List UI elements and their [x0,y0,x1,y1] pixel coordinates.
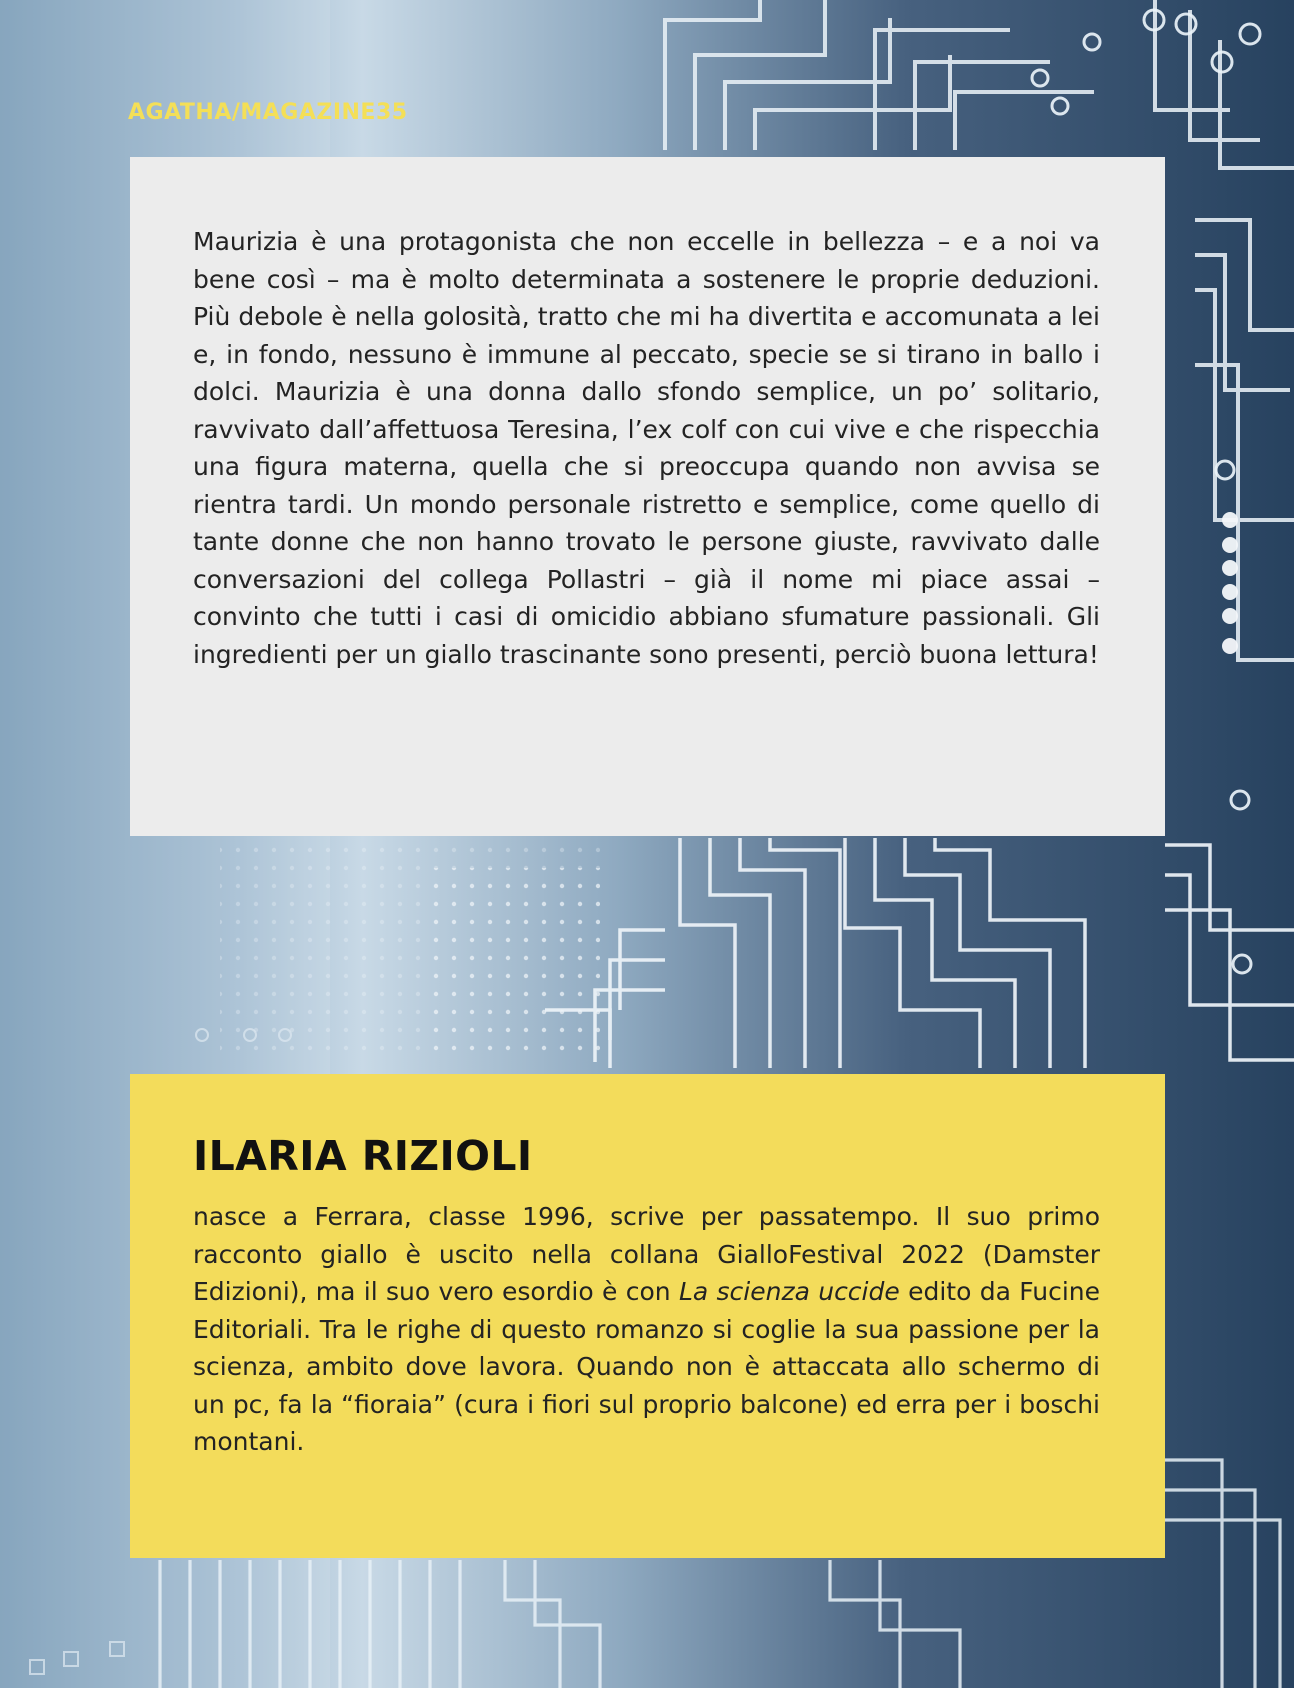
book-title: La scienza uccide [678,1277,900,1306]
author-bio-paragraph [193,1198,1100,1461]
review-paragraph: Maurizia è una protagonista che non eccelle in bellezza – e a noi va bene così – ma è molto determinata a sostenere le proprie deduzioni. Più debole è nella golosità, tratto che mi ha divertita e accomunata a lei e, in fondo, nessuno è immune al peccato, specie se si tirano in ballo i dolci. Maurizia è una donna dallo sfondo semplice, un po’ solitario, ravvivato dall’affettuosa Teresina, l’ex colf con cui vive e che rispecchia una figura materna, quella che si preoccupa quando non avvisa se rientra tardi. Un mondo personale ristretto e semplice, come quello di tante donne che non hanno trovato le persone giuste, ravvivato dalle conversazioni del collega Pollastri – già il nome mi piace assai – convinto che tutti i casi di omicidio abbiano sfumature passionali. Gli ingredienti per un giallo trascinante sono presenti, perciò buona lettura! [193,227,1100,669]
review-panel [130,157,1165,836]
bio-after-book: edito da Fucine Editoriali. Tra le righe di questo romanzo si coglie la sua passione per la scienza, ambito dove lavora. Quando non è attaccata allo schermo di un pc, fa la “fioraia” (cura i fiori sul proprio balcone) ed erra per i boschi montani. [193,1277,1101,1456]
author-bio-panel [130,1074,1165,1558]
magazine-header: AGATHA/MAGAZINE35 [128,100,408,125]
bio-before-book: nasce a Ferrara, classe 1996, scrive per passatempo. Il suo primo racconto giallo è uscito nella collana GialloFestival 2022 (Damster Edizioni), ma il suo vero esordio è con [193,1202,1100,1306]
author-name: ILARIA RIZIOLI [193,1132,533,1180]
